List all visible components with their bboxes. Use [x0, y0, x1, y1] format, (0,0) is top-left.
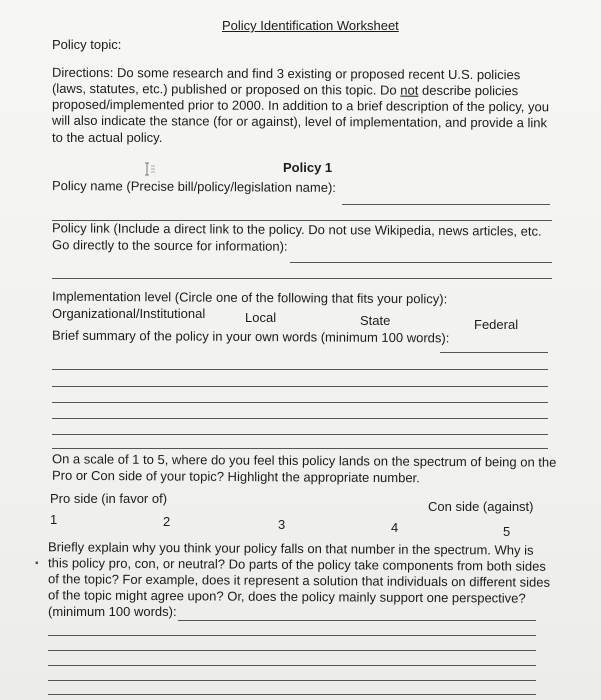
- scale-number-2[interactable]: 2: [163, 514, 171, 529]
- summary-blank-5[interactable]: [52, 434, 548, 435]
- explain-blank-0[interactable]: [178, 620, 536, 621]
- summary-label: Brief summary of the policy in your own words (minimum 100 words):: [51, 327, 450, 346]
- summary-blank-4[interactable]: [52, 418, 548, 419]
- policy-topic-label: Policy topic:: [52, 37, 122, 52]
- con-side-label: Con side (against): [428, 499, 534, 514]
- summary-blank-6[interactable]: [52, 448, 548, 449]
- explain-line-5: (minimum 100 words):: [48, 604, 177, 619]
- directions-line-1: Directions: Do some research and find 3 existing or proposed recent U.S. policies: [51, 64, 521, 83]
- explain-line-4: of the topic might agree upon? Or, does the policy mainly support one perspective?: [47, 587, 526, 606]
- summary-blank-3[interactable]: [52, 402, 548, 403]
- policy-link-line-1: Policy link (Include a direct link to the policy. Do not use Wikipedia, news articles, etc.: [51, 220, 542, 239]
- explain-blank-3[interactable]: [48, 665, 536, 666]
- implementation-label: Implementation level (Circle one of the following that fits your policy):: [51, 288, 448, 307]
- text-cursor-icon: [144, 162, 156, 176]
- explain-blank-5[interactable]: [48, 694, 536, 695]
- summary-blank-0[interactable]: [440, 352, 548, 353]
- policy-link-blank[interactable]: [290, 262, 552, 263]
- option-federal[interactable]: Federal: [474, 317, 519, 332]
- pro-side-label: Pro side (in favor of): [50, 491, 168, 506]
- explain-blank-2[interactable]: [48, 650, 536, 651]
- directions-not-word: not: [400, 82, 419, 98]
- directions-line-2-start: (laws, statutes, etc.) published or proposed on this topic. Do: [51, 80, 397, 98]
- directions-line-3: proposed/implemented prior to 2000. In addition to a brief description of the policy, you: [51, 96, 549, 115]
- worksheet-title: Policy Identification Worksheet: [222, 18, 399, 33]
- directions-line-2-end: describe policies: [421, 82, 519, 99]
- explain-blank-1[interactable]: [48, 635, 536, 636]
- explain-blank-4[interactable]: [48, 680, 536, 681]
- scale-question-line-1: On a scale of 1 to 5, where do you feel this policy lands on the spectrum of being on the: [51, 451, 557, 470]
- scale-number-4[interactable]: 4: [391, 520, 399, 535]
- directions-line-5: to the actual policy.: [52, 130, 163, 145]
- policy-link-line-2: Go directly to the source for information):: [51, 237, 288, 254]
- bullet-mark: ▪: [35, 558, 39, 569]
- summary-blank-1[interactable]: [52, 369, 548, 370]
- scale-number-5[interactable]: 5: [503, 524, 511, 539]
- option-local[interactable]: Local: [245, 310, 277, 325]
- policy-link-blank-2[interactable]: [52, 278, 552, 279]
- summary-blank-2[interactable]: [52, 386, 548, 387]
- directions-line-2: [52, 81, 518, 98]
- scale-number-1[interactable]: 1: [50, 512, 58, 527]
- policy-name-blank[interactable]: [342, 204, 550, 205]
- option-state[interactable]: State: [360, 313, 391, 328]
- option-organizational[interactable]: Organizational/Institutional: [52, 306, 206, 321]
- scale-number-3[interactable]: 3: [278, 517, 286, 532]
- policy-1-heading: Policy 1: [283, 160, 333, 175]
- explain-line-1: Briefly explain why you think your policy falls on that number in the spectrum. Why is: [47, 539, 534, 558]
- explain-line-2: this policy pro, con, or neutral? Do parts of the policy take components from both sides: [47, 555, 546, 574]
- directions-line-4: will also indicate the stance (for or against), level of implementation, and provide a link: [51, 112, 548, 131]
- policy-name-label: Policy name (Precise bill/policy/legislation name):: [51, 178, 337, 195]
- scale-question-line-2: Pro or Con side of your topic? Highlight the appropriate number.: [51, 467, 420, 486]
- explain-line-3: of the topic? For example, does it represent a solution that individuals on different sides: [47, 571, 551, 590]
